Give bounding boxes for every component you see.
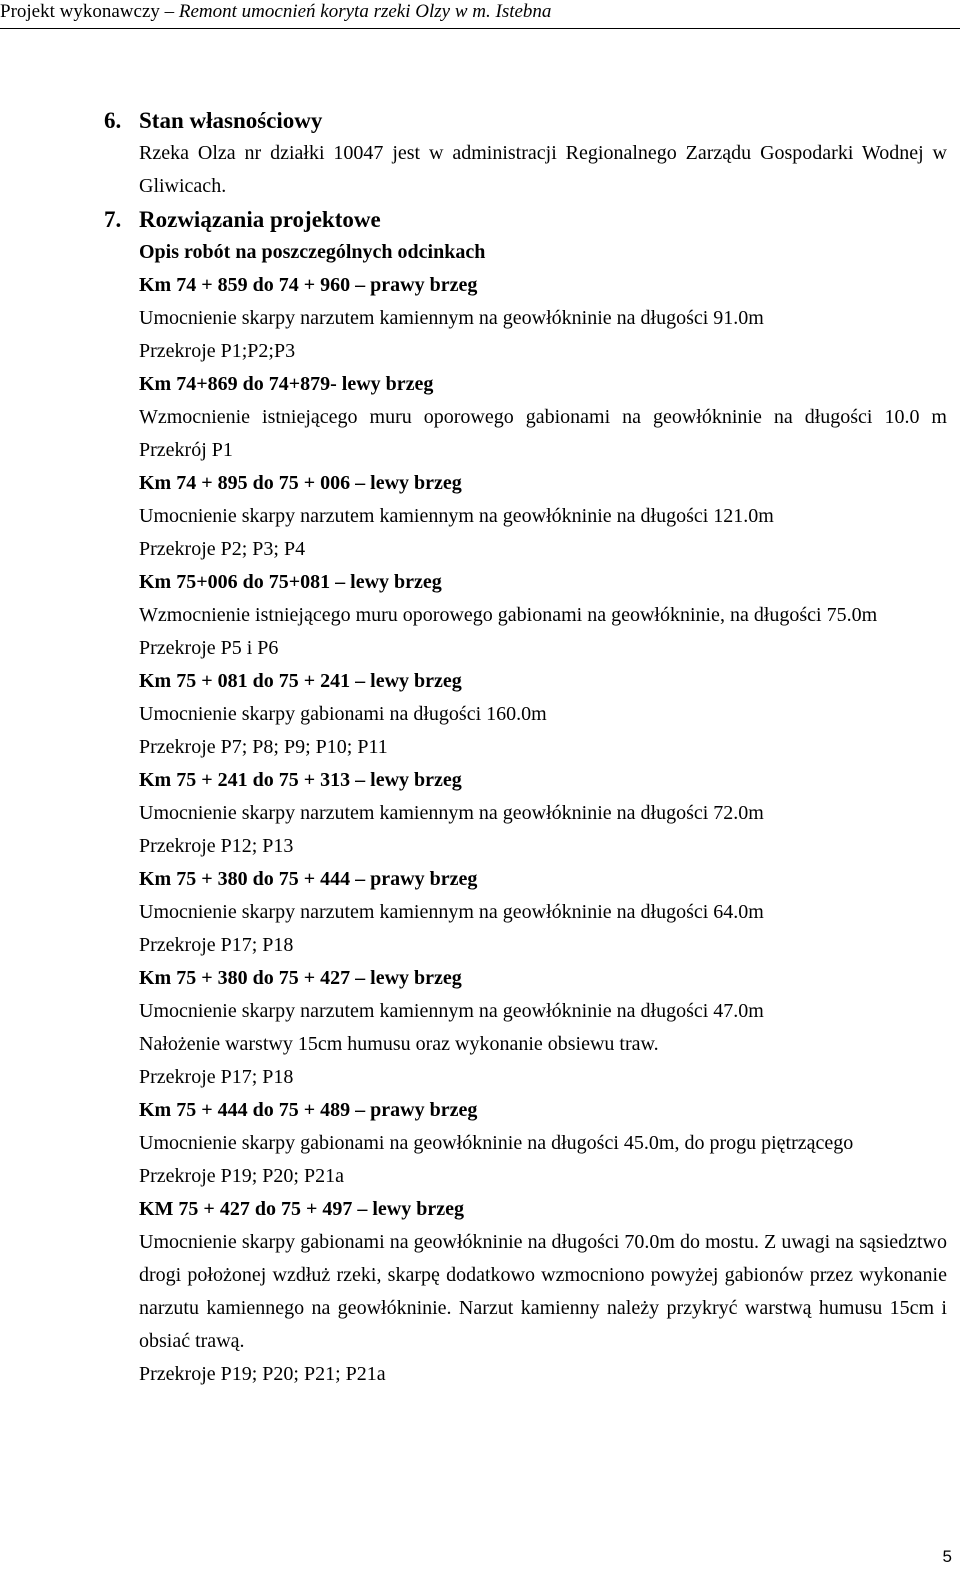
header-title: Remont umocnień koryta rzeki Olzy w m. Istebna bbox=[178, 1, 552, 22]
entry-description: Umocnienie skarpy gabionami na geowłókninie na długości 45.0m, do progu piętrzącego bbox=[139, 1132, 854, 1154]
section-6-heading bbox=[104, 104, 947, 137]
entry-description: Wzmocnienie istniejącego muru oporowego gabionami na geowłókninie na długości 10.0 m Przekrój P1 bbox=[139, 406, 947, 461]
entry-km: Km 75 + 380 do 75 + 427 – lewy brzeg bbox=[139, 967, 462, 989]
entry-description: Umocnienie skarpy narzutem kamiennym na geowłókninie na długości 121.0m bbox=[139, 505, 774, 527]
entry-description: Umocnienie skarpy narzutem kamiennym na geowłókninie na długości 47.0m bbox=[139, 1000, 764, 1022]
entry-sections: Przekroje P19; P20; P21a bbox=[139, 1165, 344, 1187]
section-6-title: Stan własnościowy bbox=[139, 108, 323, 133]
entry-description: Umocnienie skarpy gabionami na geowłókninie na długości 70.0m do mostu. Z uwagi na sąsiedztwo drogi położonej wzdłuż rzeki, skarpę dodatkowo wzmocniono powyżej gabionów przez wykonanie narzutu kamiennego na geowłókninie. Narzut kamienny należy przykryć warstwą humusu 15cm i obsiać trawą. bbox=[139, 1231, 947, 1352]
entry-sections: Przekroje P5 i P6 bbox=[139, 637, 279, 659]
header-divider bbox=[0, 28, 960, 29]
entry-km: Km 74 + 859 do 74 + 960 – prawy brzeg bbox=[139, 274, 478, 296]
entry-km: Km 74 + 895 do 75 + 006 – lewy brzeg bbox=[139, 472, 462, 494]
entry-km: Km 75 + 444 do 75 + 489 – prawy brzeg bbox=[139, 1099, 478, 1121]
entry-sections: Przekroje P17; P18 bbox=[139, 934, 294, 956]
entry-extra-note: Nałożenie warstwy 15cm humusu oraz wykonanie obsiewu traw. bbox=[139, 1033, 659, 1055]
section-7-title: Rozwiązania projektowe bbox=[139, 207, 381, 232]
entry-km: KM 75 + 427 do 75 + 497 – lewy brzeg bbox=[139, 1198, 464, 1220]
section-7-number: 7. bbox=[104, 207, 122, 232]
page-number: 5 bbox=[942, 1547, 952, 1566]
entry-description: Umocnienie skarpy narzutem kamiennym na geowłókninie na długości 91.0m bbox=[139, 307, 764, 329]
entry-km: Km 75 + 081 do 75 + 241 – lewy brzeg bbox=[139, 670, 462, 692]
entry-description: Umocnienie skarpy narzutem kamiennym na geowłókninie na długości 64.0m bbox=[139, 901, 764, 923]
document-body bbox=[104, 104, 947, 1391]
entry-description: Umocnienie skarpy narzutem kamiennym na geowłókninie na długości 72.0m bbox=[139, 802, 764, 824]
entry-description: Wzmocnienie istniejącego muru oporowego gabionami na geowłókninie, na długości 75.0m bbox=[139, 604, 878, 626]
page-header bbox=[0, 0, 960, 35]
entry-km: Km 74+869 do 74+879- lewy brzeg bbox=[139, 373, 434, 395]
section-7-heading bbox=[104, 203, 947, 236]
entry-sections: Przekroje P17; P18 bbox=[139, 1066, 294, 1088]
entry-description: Umocnienie skarpy gabionami na długości 160.0m bbox=[139, 703, 547, 725]
header-prefix: Projekt wykonawczy – bbox=[0, 1, 179, 22]
section-6-number: 6. bbox=[104, 108, 122, 133]
entry-km: Km 75+006 do 75+081 – lewy brzeg bbox=[139, 571, 442, 593]
entry-sections: Przekroje P2; P3; P4 bbox=[139, 538, 306, 560]
entry-sections: Przekroje P7; P8; P9; P10; P11 bbox=[139, 736, 388, 758]
entry-km: Km 75 + 380 do 75 + 444 – prawy brzeg bbox=[139, 868, 478, 890]
entry-sections: Przekroje P1;P2;P3 bbox=[139, 340, 296, 362]
section-6-paragraph: Rzeka Olza nr działki 10047 jest w administracji Regionalnego Zarządu Gospodarki Wodnej w Gliwicach. bbox=[139, 142, 947, 197]
section-7-subtitle: Opis robót na poszczególnych odcinkach bbox=[139, 241, 486, 263]
entry-sections: Przekroje P19; P20; P21; P21a bbox=[139, 1363, 386, 1385]
entry-km: Km 75 + 241 do 75 + 313 – lewy brzeg bbox=[139, 769, 462, 791]
entry-sections: Przekroje P12; P13 bbox=[139, 835, 294, 857]
